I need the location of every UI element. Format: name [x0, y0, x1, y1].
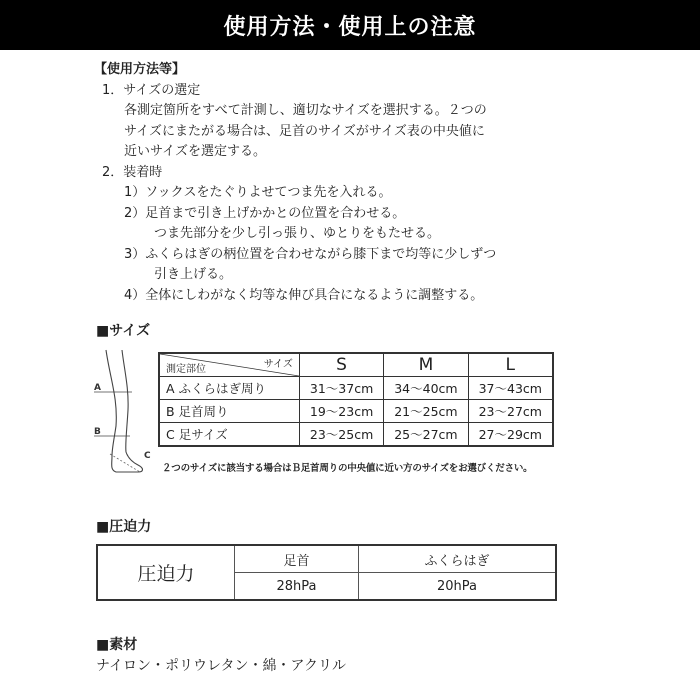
- pressure-value: 28hPa: [235, 573, 359, 601]
- size-header: L: [468, 353, 553, 377]
- step2-item: 1）ソックスをたぐりよせてつま先を入れる。: [124, 185, 392, 200]
- table-cell: 37〜43cm: [468, 377, 553, 400]
- size-header: S: [299, 353, 383, 377]
- pressure-label: 圧迫力: [97, 545, 235, 600]
- material-section-title: ■素材: [96, 637, 138, 653]
- step1-line: 近いサイズを選定する。: [124, 144, 266, 159]
- table-cell: 23〜27cm: [468, 400, 553, 423]
- step2-title: 2．装着時: [102, 164, 163, 180]
- header-bar: [0, 0, 700, 50]
- page-title: 使用方法・使用上の注意: [223, 14, 477, 40]
- size-note: ２つのサイズに該当する場合はＢ足首周りの中央値に近い方のサイズをお選びください。: [162, 463, 533, 474]
- pressure-table: [96, 544, 557, 601]
- size-table-corner: [159, 353, 299, 377]
- size-section-title: ■サイズ: [96, 323, 151, 339]
- size-table: [158, 352, 554, 447]
- table-cell: 31〜37cm: [299, 377, 383, 400]
- table-cell: 25〜27cm: [384, 423, 468, 447]
- pressure-section-title: ■圧迫力: [96, 519, 152, 535]
- leg-label-a: A: [94, 383, 101, 393]
- table-cell: 21〜25cm: [384, 400, 468, 423]
- row-label: C 足サイズ: [159, 423, 299, 447]
- step1-line: サイズにまたがる場合は、足首のサイズがサイズ表の中央値に: [124, 123, 485, 139]
- table-row: [159, 423, 553, 447]
- step2-item-continued: 引き上げる。: [154, 267, 233, 282]
- size-header: M: [384, 353, 468, 377]
- step2-item: 2）足首まで引き上げかかとの位置を合わせる。: [124, 205, 406, 221]
- step2-item-continued: つま先部分を少し引っ張り、ゆとりをもたせる。: [154, 226, 441, 241]
- table-row: [159, 400, 553, 423]
- row-label: B 足首周り: [159, 400, 299, 423]
- step1-line: 各測定箇所をすべて計測し、適切なサイズを選択する。２つの: [124, 103, 487, 118]
- leg-label-b: B: [94, 427, 101, 437]
- pressure-value: 20hPa: [358, 573, 556, 601]
- table-cell: 19〜23cm: [299, 400, 383, 423]
- table-cell: 23〜25cm: [299, 423, 383, 447]
- table-cell: 27〜29cm: [468, 423, 553, 447]
- step2-item: 3）ふくらはぎの柄位置を合わせながら膝下まで均等に少しずつ: [124, 246, 497, 262]
- leg-diagram: [92, 348, 154, 478]
- pressure-column-header: ふくらはぎ: [358, 545, 556, 573]
- usage-instructions: [94, 60, 654, 306]
- leg-label-c: C: [144, 451, 151, 461]
- table-cell: 34〜40cm: [384, 377, 468, 400]
- corner-part-label: 測定部位: [166, 364, 206, 375]
- corner-size-label: サイズ: [263, 359, 293, 370]
- row-label: A ふくらはぎ周り: [159, 377, 299, 400]
- pressure-column-header: 足首: [235, 545, 359, 573]
- step2-item: 4）全体にしわがなく均等な伸び具合になるように調整する。: [124, 287, 484, 303]
- table-row: [159, 377, 553, 400]
- usage-title: 【使用方法等】: [94, 62, 186, 77]
- material-text: ナイロン・ポリウレタン・綿・アクリル: [96, 658, 347, 674]
- step1-title: 1．サイズの選定: [102, 82, 201, 98]
